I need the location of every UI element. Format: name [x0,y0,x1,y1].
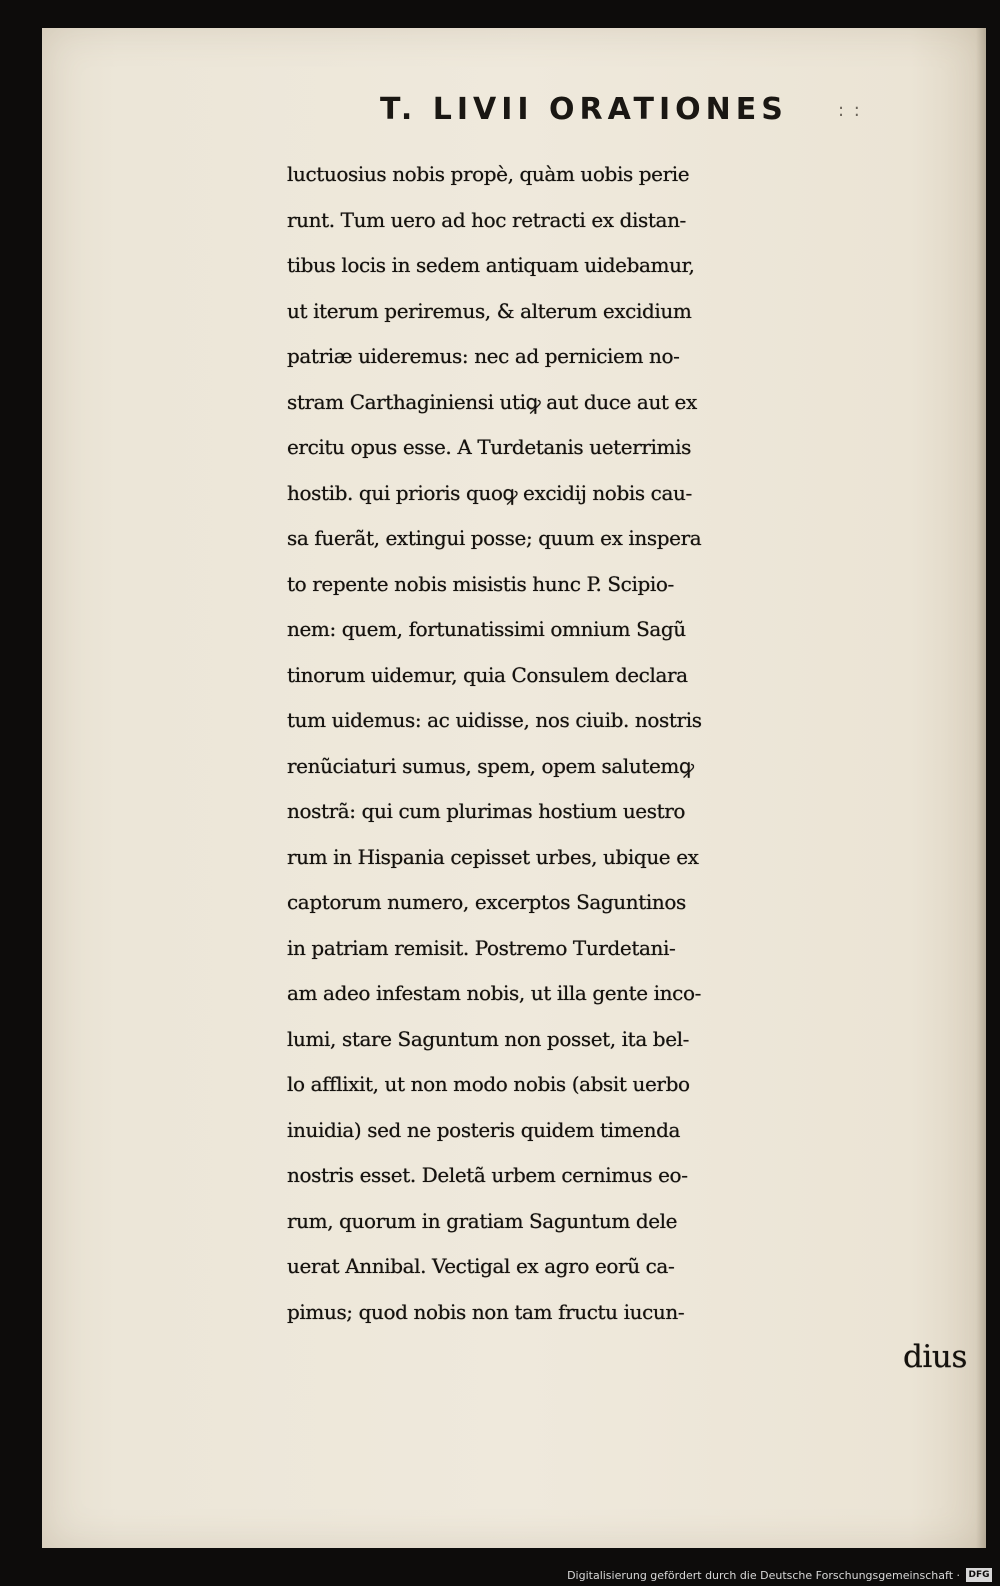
text-line: nostris esset. Deletã urbem cernimus eo- [287,1163,688,1187]
text-line: luctuosius nobis propè, quàm uobis perie [287,162,690,186]
text-line: hostib. qui prioris quoꝙ excidij nobis cau- [287,480,692,505]
text-line: runt. Tum uero ad hoc retracti ex distan- [287,207,686,232]
text-line: sa fuerãt, extingui posse; quum ex inspera [287,526,702,550]
text-line: tibus locis in sedem antiquam uidebamur, [287,253,695,277]
text-line: ercitu opus esse. A Turdetanis ueterrimis [287,435,691,459]
text-line: stram Carthaginiensi utiꝙ aut duce aut ex [287,389,697,414]
text-line: pimus; quod nobis non tam fructu iucun- [287,1299,685,1324]
text-line: ut iterum periremus, & alterum excidium [287,298,692,323]
body-text [287,152,987,1381]
running-head: T. LIVII ORATIONES [380,92,788,127]
text-line: tinorum uidemur, quia Consulem declara [287,662,688,687]
text-line: am adeo infestam nobis, ut illa gente inco- [287,981,701,1005]
text-line: lo afflixit, ut non modo nobis (absit uerbo [287,1072,690,1096]
text-line: in patriam remisit. Postremo Turdetani- [287,935,676,960]
text-line: nostrã: qui cum plurimas hostium uestro [287,799,686,823]
text-line: rum in Hispania cepisset urbes, ubique ex [287,844,699,869]
text-line: renũciaturi sumus, spem, opem salutemꝙ [287,753,694,778]
text-line: lumi, stare Saguntum non posset, ita bel- [287,1026,689,1051]
text-line: tum uidemus: ac uidisse, nos ciuib. nostris [287,708,702,732]
footer-credit: Digitalisierung gefördert durch die Deutsche Forschungsgemeinschaft · [567,1569,960,1582]
text-line: uerat Annibal. Vectigal ex agro eorũ ca- [287,1254,675,1278]
catchword: dius [902,1339,967,1375]
text-line: rum, quorum in gratiam Saguntum dele [287,1208,678,1233]
dfg-logo: DFG [966,1568,992,1582]
text-line: to repente nobis misistis hunc P. Scipio- [287,571,674,596]
text-line: inuidia) sed ne posteris quidem timenda [287,1117,681,1142]
text-line: nem: quem, fortunatissimi omnium Sagũ [287,617,686,641]
text-line: patriæ uideremus: nec ad perniciem no- [287,344,680,368]
text-line: captorum numero, excerptos Saguntinos [287,890,686,914]
head-ornament: : : [838,100,862,121]
